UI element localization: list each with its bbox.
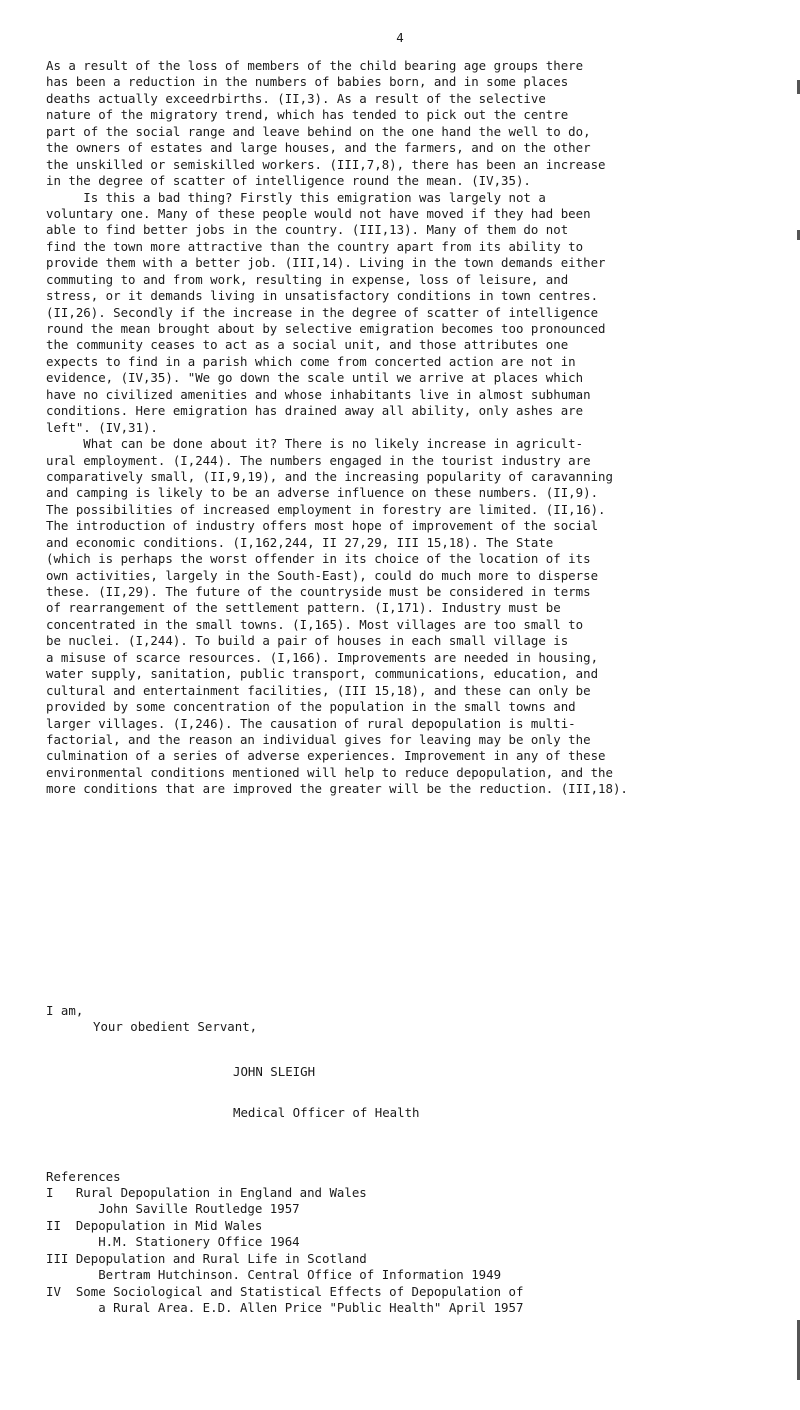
body-line: What can be done about it? There is no likely increase in agricult- — [46, 436, 584, 452]
body-line: Is this a bad thing? Firstly this emigration was largely not a — [46, 189, 546, 205]
body-line: (II,26). Secondly if the increase in the degree of scatter of intelligence — [46, 304, 599, 320]
body-line: The possibilities of increased employment in forestry are limited. (II,16). — [46, 501, 606, 517]
body-line: stress, or it demands living in unsatisfactory conditions in town centres. — [46, 288, 599, 304]
reference-line: III Depopulation and Rural Life in Scotland — [46, 1250, 367, 1266]
body-line: evidence, (IV,35). "We go down the scale until we arrive at places which — [46, 370, 584, 386]
body-line: As a result of the loss of members of the child bearing age groups there — [46, 58, 584, 73]
body-line: concentrated in the small towns. (I,165). Most villages are too small to — [46, 616, 584, 632]
body-line: left". (IV,31). — [46, 419, 158, 435]
body-line: be nuclei. (I,244). To build a pair of houses in each small village is — [46, 633, 569, 649]
body-line: have no civilized amenities and whose inhabitants live in almost subhuman — [46, 386, 591, 402]
body-line: own activities, largely in the South-East), could do much more to disperse — [46, 567, 599, 583]
body-line: a misuse of scarce resources. (I,166). Improvements are needed in housing, — [46, 649, 599, 665]
body-line: find the town more attractive than the country apart from its ability to — [46, 238, 584, 254]
body-line: of rearrangement of the settlement pattern. (I,171). Industry must be — [46, 600, 561, 616]
salutation: I am, — [46, 1003, 84, 1018]
body-line: more conditions that are improved the greater will be the reduction. (III,18). — [46, 781, 628, 797]
body-line: deaths actually exceedrbirths. (II,3). As a result of the selective — [46, 90, 546, 106]
page-number: 4 — [396, 30, 404, 45]
body-line: provide them with a better job. (III,14). Living in the town demands either — [46, 255, 606, 271]
reference-line: IV Some Sociological and Statistical Effects of Depopulation of — [46, 1283, 524, 1299]
references-heading: References — [46, 1169, 121, 1184]
body-line: nature of the migratory trend, which has tended to pick out the centre — [46, 107, 569, 123]
body-line: expects to find in a parish which come from concerted action are not in — [46, 353, 576, 369]
reference-line: John Saville Routledge 1957 — [46, 1201, 300, 1217]
signatory-name: JOHN SLEIGH — [233, 1064, 316, 1079]
body-line: in the degree of scatter of intelligence round the mean. (IV,35). — [46, 173, 531, 189]
reference-line: II Depopulation in Mid Wales — [46, 1217, 263, 1233]
body-line: (which is perhaps the worst offender in its choice of the location of its — [46, 551, 591, 567]
signatory-title: Medical Officer of Health — [233, 1105, 420, 1120]
reference-line: a Rural Area. E.D. Allen Price "Public Health" April 1957 — [46, 1300, 524, 1316]
reference-line: I Rural Depopulation in England and Wales — [46, 1185, 367, 1200]
body-line: these. (II,29). The future of the countryside must be considered in terms — [46, 584, 591, 599]
body-line: conditions. Here emigration has drained away all ability, only ashes are — [46, 403, 584, 419]
body-line: culmination of a series of adverse experiences. Improvement in any of these — [46, 748, 606, 764]
body-line: the unskilled or semiskilled workers. (III,7,8), there has been an increase — [46, 156, 606, 172]
body-line: has been a reduction in the numbers of babies born, and in some places — [46, 74, 569, 90]
body-line: cultural and entertainment facilities, (III 15,18), and these can only be — [46, 682, 591, 698]
body-line: ural employment. (I,244). The numbers engaged in the tourist industry are — [46, 452, 591, 468]
body-line: The introduction of industry offers most hope of improvement of the social — [46, 518, 599, 534]
references-section — [46, 1169, 768, 1317]
letter-closing — [46, 1003, 420, 1121]
body-line: round the mean brought about by selective emigration becomes too pronounced — [46, 321, 606, 336]
references-list — [46, 1185, 768, 1317]
body-line: provided by some concentration of the population in the small towns and — [46, 699, 576, 715]
body-line: commuting to and from work, resulting in expense, loss of leisure, and — [46, 271, 569, 287]
letter-body — [46, 58, 768, 798]
reference-line: H.M. Stationery Office 1964 — [46, 1234, 300, 1250]
body-line: and economic conditions. (I,162,244, II 27,29, III 15,18). The State — [46, 534, 554, 550]
body-line: comparatively small, (II,9,19), and the increasing popularity of caravanning — [46, 468, 613, 484]
body-line: able to find better jobs in the country. (III,13). Many of them do not — [46, 222, 569, 238]
reference-line: Bertram Hutchinson. Central Office of Information 1949 — [46, 1267, 502, 1283]
body-line: larger villages. (I,246). The causation of rural depopulation is multi- — [46, 715, 576, 731]
body-line: the owners of estates and large houses, and the farmers, and on the other — [46, 140, 591, 156]
body-line: environmental conditions mentioned will help to reduce depopulation, and the — [46, 764, 613, 780]
body-line: voluntary one. Many of these people would not have moved if they had been — [46, 205, 591, 221]
body-line: part of the social range and leave behind on the one hand the well to do, — [46, 123, 591, 139]
servant-line: Your obedient Servant, — [93, 1019, 258, 1034]
body-line: factorial, and the reason an individual gives for leaving may be only the — [46, 731, 591, 747]
body-line: and camping is likely to be an adverse influence on these numbers. (II,9). — [46, 485, 599, 501]
body-line: the community ceases to act as a social unit, and those attributes one — [46, 337, 569, 353]
body-line: water supply, sanitation, public transport, communications, education, and — [46, 666, 599, 682]
